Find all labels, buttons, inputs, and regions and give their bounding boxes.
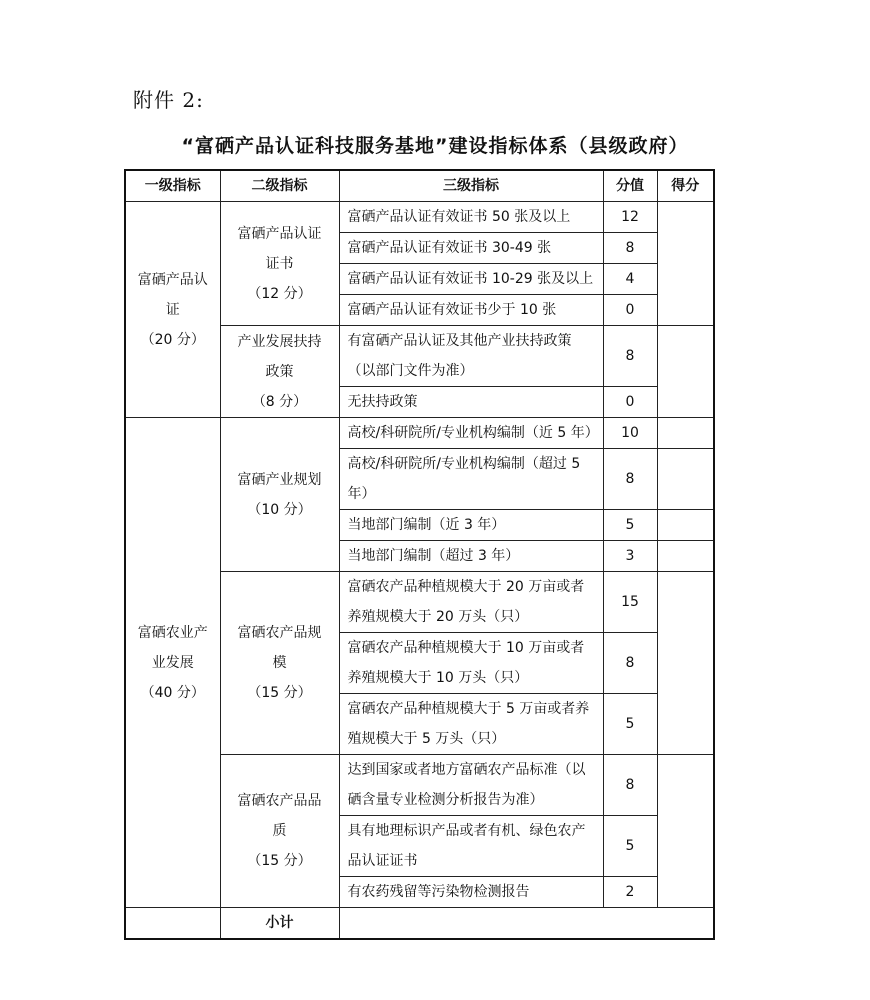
level2-line: 富硒产业规划 xyxy=(237,471,322,488)
subtotal-row xyxy=(125,908,714,940)
score-value-cell: 4 xyxy=(603,264,657,295)
score-value-cell: 8 xyxy=(603,633,657,694)
level1-line: （20 分） xyxy=(140,331,205,348)
header-level3: 三级指标 xyxy=(339,170,603,202)
level3-cell: 富硒农产品种植规模大于 5 万亩或者养殖规模大于 5 万头（只） xyxy=(339,694,603,755)
score-value-cell: 0 xyxy=(603,295,657,326)
level2-line: （8 分） xyxy=(251,393,308,410)
table-row xyxy=(125,418,714,449)
level3-cell: 高校/科研院所/专业机构编制（超过 5 年） xyxy=(339,449,603,510)
level2-line: 富硒产品认证 xyxy=(237,225,322,242)
level2-cell xyxy=(220,418,339,572)
level2-line: （15 分） xyxy=(247,685,312,701)
level2-cell xyxy=(220,202,339,326)
score-got-cell[interactable] xyxy=(657,202,714,326)
level3-cell: 有富硒产品认证及其他产业扶持政策（以部门文件为准） xyxy=(339,326,603,387)
level3-cell: 当地部门编制（近 3 年） xyxy=(339,510,603,541)
score-value-cell: 5 xyxy=(603,694,657,755)
score-got-cell[interactable] xyxy=(657,418,714,449)
level1-line: 证 xyxy=(165,301,180,318)
score-got-cell[interactable] xyxy=(657,541,714,572)
subtotal-label: 小计 xyxy=(220,908,339,940)
level3-cell: 高校/科研院所/专业机构编制（近 5 年） xyxy=(339,418,603,449)
level1-cell xyxy=(125,202,220,418)
level3-cell: 达到国家或者地方富硒农产品标准（以硒含量专业检测分析报告为准） xyxy=(339,755,603,816)
level3-cell: 当地部门编制（超过 3 年） xyxy=(339,541,603,572)
score-value-cell: 5 xyxy=(603,816,657,877)
level2-line: 模 xyxy=(272,655,287,671)
level3-cell: 具有地理标识产品或者有机、绿色农产品认证证书 xyxy=(339,816,603,877)
indicator-body xyxy=(125,202,714,940)
level2-cell xyxy=(220,326,339,418)
score-value-cell: 10 xyxy=(603,418,657,449)
level2-line: 质 xyxy=(272,823,287,839)
header-level2: 二级指标 xyxy=(220,170,339,202)
level1-cell xyxy=(125,418,220,908)
score-value-cell: 3 xyxy=(603,541,657,572)
header-row xyxy=(125,170,714,202)
indicator-table xyxy=(124,169,715,940)
subtotal-value-cell[interactable] xyxy=(339,908,714,940)
score-value-cell: 0 xyxy=(603,387,657,418)
score-value-cell: 15 xyxy=(603,572,657,633)
score-value-cell: 5 xyxy=(603,510,657,541)
level3-cell: 富硒农产品种植规模大于 10 万亩或者养殖规模大于 10 万头（只） xyxy=(339,633,603,694)
score-value-cell: 8 xyxy=(603,755,657,816)
level2-line: 政策 xyxy=(265,363,294,380)
level3-cell: 富硒产品认证有效证书少于 10 张 xyxy=(339,295,603,326)
level1-cell-continued xyxy=(125,908,220,940)
level3-cell: 有农药残留等污染物检测报告 xyxy=(339,877,603,908)
score-value-cell: 2 xyxy=(603,877,657,908)
level1-line: （40 分） xyxy=(140,684,205,701)
level3-cell: 富硒农产品种植规模大于 20 万亩或者养殖规模大于 20 万头（只） xyxy=(339,572,603,633)
level2-line: （15 分） xyxy=(247,853,312,869)
level3-cell: 富硒产品认证有效证书 10-29 张及以上 xyxy=(339,264,603,295)
table-row xyxy=(125,202,714,233)
level3-cell: 无扶持政策 xyxy=(339,387,603,418)
level2-line: 富硒农产品规 xyxy=(237,625,322,641)
level3-cell: 富硒产品认证有效证书 50 张及以上 xyxy=(339,202,603,233)
level1-line: 富硒产品认 xyxy=(137,271,208,288)
score-value-cell: 8 xyxy=(603,233,657,264)
header-level1: 一级指标 xyxy=(125,170,220,202)
document-title: “富硒产品认证科技服务基地”建设指标体系（县级政府） xyxy=(181,135,689,157)
score-value-cell: 8 xyxy=(603,326,657,387)
score-value-cell: 12 xyxy=(603,202,657,233)
score-got-cell[interactable] xyxy=(657,326,714,418)
level1-line: 业发展 xyxy=(151,654,194,671)
level1-line: 富硒农业产 xyxy=(137,624,208,641)
level2-cell xyxy=(220,572,339,755)
header-score-value: 分值 xyxy=(603,170,657,202)
attachment-label: 附件 2: xyxy=(133,88,204,112)
header-score-got: 得分 xyxy=(657,170,714,202)
level2-line: 证书 xyxy=(265,255,294,272)
level3-cell: 富硒产品认证有效证书 30-49 张 xyxy=(339,233,603,264)
score-got-cell[interactable] xyxy=(657,449,714,510)
level2-line: （10 分） xyxy=(247,501,312,518)
score-got-cell[interactable] xyxy=(657,572,714,755)
level2-line: 富硒农产品品 xyxy=(237,793,322,809)
level2-line: 产业发展扶持 xyxy=(237,333,322,350)
score-got-cell[interactable] xyxy=(657,510,714,541)
score-got-cell[interactable] xyxy=(657,755,714,908)
level2-cell xyxy=(220,755,339,908)
score-value-cell: 8 xyxy=(603,449,657,510)
level2-line: （12 分） xyxy=(247,285,312,302)
